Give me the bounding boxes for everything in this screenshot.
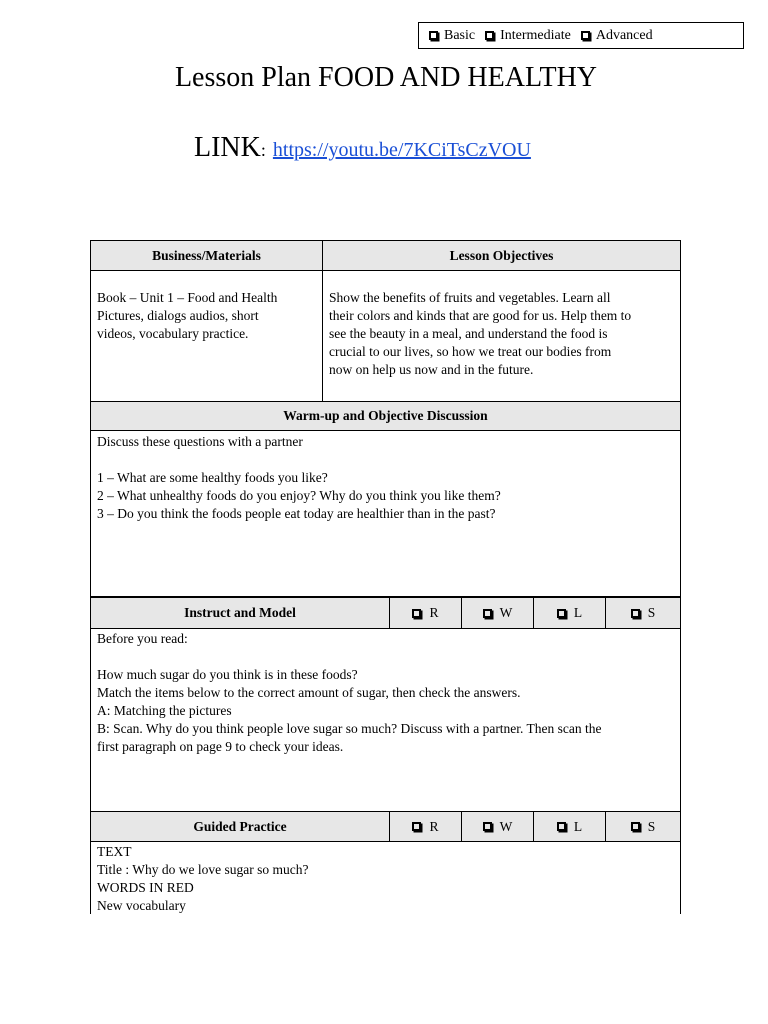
level-basic-label: Basic [444,27,476,43]
level-advanced-label: Advanced [595,27,653,43]
warmup-header: Warm-up and Objective Discussion [283,408,488,423]
lesson-table [90,240,681,914]
guided-header-row [91,812,680,842]
skill-w[interactable]: W [462,812,534,841]
level-basic[interactable] [429,28,475,44]
level-advanced[interactable] [581,28,653,44]
warmup-text: Discuss these questions with a partner 1 – What are some healthy foods you like? 2 – What unhealthy foods do you enjoy? Why do you think you like them? 3 – Do you think the foods people eat today are healthier than in the past? [97,434,501,521]
instruct-header: Instruct and Model [91,598,390,628]
checkbox-icon[interactable] [483,822,492,831]
link-label: LINK [194,132,261,163]
guided-header: Guided Practice [91,812,390,841]
level-intermediate-label: Intermediate [500,27,571,43]
checkbox-icon[interactable] [557,609,566,618]
skill-s[interactable]: S [606,598,680,628]
checkbox-icon[interactable] [483,609,492,618]
objectives-header: Lesson Objectives [449,247,554,263]
checkbox-icon[interactable] [557,822,566,831]
table-row [91,431,680,598]
link-colon: : [260,140,266,160]
checkbox-icon[interactable] [485,31,494,40]
skill-s[interactable]: S [606,812,680,841]
table-row [91,271,680,402]
skill-r[interactable]: R [390,812,462,841]
table-header-row [91,241,680,271]
checkbox-icon[interactable] [412,609,421,618]
level-selector [418,22,744,49]
checkbox-icon[interactable] [412,822,421,831]
table-row [91,629,680,812]
link-line [194,128,531,170]
skill-w[interactable]: W [462,598,534,628]
instruct-header-row [91,598,680,629]
video-link[interactable]: https://youtu.be/7KCiTsCzVOU [272,139,531,161]
skill-l[interactable]: L [534,598,606,628]
table-row [91,842,680,914]
materials-text: Book – Unit 1 – Food and Health Pictures, dialogs audios, short videos, vocabulary practice. [91,271,323,401]
objectives-text: Show the benefits of fruits and vegetables. Learn all their colors and kinds that are good for us. Help them to see the beauty in a meal, and understand the food is crucial to our lives, so how we treat our bodies from now on help us now and in the future. [329,290,632,377]
skill-r[interactable]: R [390,598,462,628]
checkbox-icon[interactable] [581,31,590,40]
page-title: Lesson Plan FOOD AND HEALTHY [174,62,598,93]
checkbox-icon[interactable] [631,822,640,831]
skill-l[interactable]: L [534,812,606,841]
guided-text: TEXT Title : Why do we love sugar so much? WORDS IN RED New vocabulary [97,844,309,913]
checkbox-icon[interactable] [429,31,438,40]
checkbox-icon[interactable] [631,609,640,618]
warmup-header-row [91,402,680,431]
level-intermediate[interactable] [485,28,571,44]
instruct-text: Before you read: How much sugar do you think is in these foods? Match the items below to the correct amount of sugar, then check the answers. A: Matching the pictures B: Scan. Why do you think people love sugar so much? Discuss with a partner. Then scan the first paragraph on page 9 to check your ideas. [97,631,602,754]
materials-header: Business/Materials [91,241,323,270]
